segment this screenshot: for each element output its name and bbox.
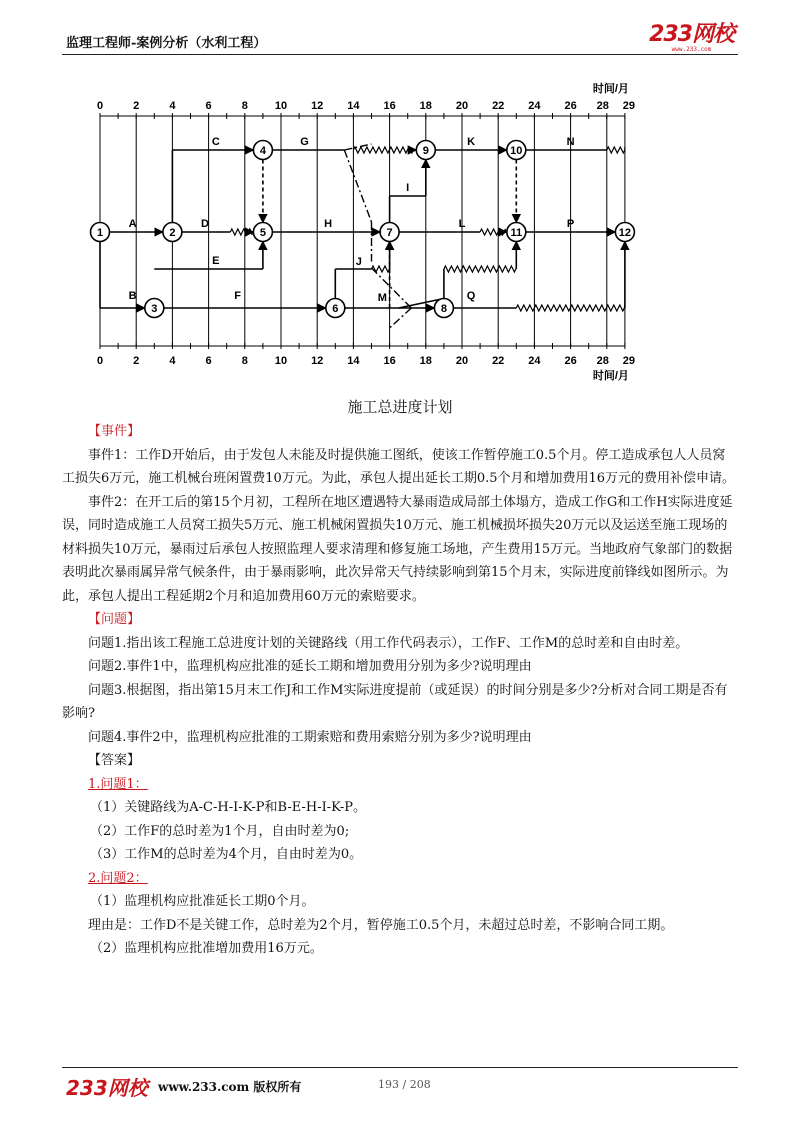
free-float [230,229,252,235]
footer-site: www.233.com 版权所有 [158,1080,302,1094]
logo-text: 233网校 [649,22,734,47]
free-float [444,266,516,272]
answer-1-line-3: （3）工作M的总时差为4个月，自由时差为0。 [90,847,363,862]
node-label: 7 [386,227,393,239]
node-4 [253,141,272,160]
activity-label-K: K [467,136,476,148]
tick-label-top: 26 [564,100,577,112]
tick-label-bottom: 14 [347,355,360,367]
time-unit-label-top: 时间/月 [592,83,629,95]
answer-2-title: 2.问题2： [88,870,148,886]
event-2: 事件2：在开工后的第15个月初，工程所在地区遭遇特大暴雨造成局部土体塌方，造成工作G和工作H实际进度延误，同时造成施工人员窝工损失5万元、施工机械闲置损失10万元、施工机械损坏损失20万元以及运送至施工现场的材料损失10万元，暴雨过后承包人按照监理人要求清理和修复施工场地，产生费用15万元。当地政府气象部门的数据表明此次暴雨属异常气候条件，由于暴雨影响，此次异常天气持续影响到第15个月末，实际进度前锋线如图所示。为此，承包人提出工程延期2个月和追加费用60万元的索赔要求。 [62,494,733,604]
network-diagram [85,78,665,383]
question-2: 问题2.事件1中，监理机构应批准的延长工期和增加费用分别为多少?说明理由 [88,659,532,674]
activity-label-G: G [300,136,309,148]
tick-label-top: 29 [622,100,636,112]
node-9 [416,141,435,160]
node-8 [434,299,453,318]
tick-label-top: 12 [311,100,324,112]
tick-label-bottom: 22 [492,355,505,367]
activity-label-L: L [458,218,466,230]
node-label: 1 [96,227,104,239]
node-1 [91,223,110,242]
free-float [607,147,625,153]
tick-label-top: 16 [383,100,396,112]
document-body [62,420,738,961]
event-heading: 【事件】 [88,424,141,439]
page-number: 193 / 208 [378,1078,431,1091]
tick-label-top: 20 [455,100,469,112]
activity-label-F: F [234,290,241,302]
question-1: 问题1.指出该工程施工总进度计划的关键路线（用工作代码表示），工作F、工作M的总时差和自由时差。 [88,635,689,651]
tick-label-bottom: 29 [622,355,636,367]
tick-label-top: 24 [528,100,541,112]
node-label: 9 [422,145,429,157]
tick-label-top: 8 [241,100,248,112]
question-heading: 【问题】 [88,612,141,627]
logo-url: www.233.com [671,46,712,53]
tick-label-bottom: 16 [383,355,396,367]
node-label: 3 [151,303,158,315]
footer-logo: 233网校 [66,1076,148,1100]
tick-label-top: 22 [492,100,505,112]
tick-label-bottom: 10 [274,355,288,367]
node-10 [507,141,526,160]
activity-label-B: B [128,290,137,302]
answer-2-line-2: （2）监理机构应批准增加费用16万元。 [90,941,323,956]
answer-1-title: 1.问题1： [88,776,148,792]
node-label: 6 [332,303,339,315]
answer-2-reason: 理由是：工作D不是关键工作，总时差为2个月，暂停施工0.5个月，未超过总时差，不影响合同工期。 [88,917,674,933]
free-float [480,229,505,235]
answer-2-line-1: （1）监理机构应批准延长工期0个月。 [90,894,315,909]
time-unit-label-bottom: 时间/月 [592,370,629,382]
node-label: 4 [259,145,266,157]
free-float [353,147,413,153]
answer-heading: 【答案】 [88,753,141,768]
node-label: 5 [259,227,266,239]
activity-label-H: H [324,218,333,230]
node-label: 2 [169,227,176,239]
activity-label-P: P [566,218,575,230]
progress-front-line [390,308,412,328]
header-title: 监理工程师-案例分析（水利工程） [66,36,267,51]
tick-label-bottom: 28 [596,355,609,367]
activity-label-M: M [377,292,387,304]
activity-label-A: A [128,218,137,230]
tick-label-bottom: 6 [205,355,212,367]
tick-label-bottom: 20 [455,355,469,367]
tick-label-top: 4 [169,100,176,112]
activity-label-I: I [406,182,410,194]
node-2 [163,223,182,242]
brand-logo [649,24,734,53]
question-4: 问题4.事件2中，监理机构应批准的工期索赔和费用索赔分别为多少?说明理由 [88,729,532,745]
node-12 [615,223,634,242]
node-label: 10 [510,145,523,157]
node-11 [507,223,526,242]
tick-label-top: 28 [596,100,609,112]
tick-label-bottom: 0 [96,355,104,367]
answer-1-line-1: （1）关键路线为A-C-H-I-K-P和B-E-H-I-K-P。 [90,800,367,815]
tick-label-top: 14 [347,100,360,112]
progress-front-line [344,150,371,222]
node-7 [380,223,399,242]
tick-label-bottom: 24 [528,355,541,367]
event-1: 事件1：工作D开始后，由于发包人未能及时提供施工图纸，使该工作暂停施工0.5个月。停工造成承包人人员窝工损失6万元，施工机械台班闲置费10万元。为此，承包人提出延长工期0.5个月和增加费用16万元的费用补偿申请。 [62,447,736,486]
tick-label-top: 0 [96,100,104,112]
footer-divider [62,1067,738,1068]
tick-label-top: 10 [274,100,288,112]
activity-label-D: D [201,218,209,230]
activity-label-Q: Q [466,290,476,302]
tick-label-bottom: 4 [169,355,176,367]
activity-label-C: C [211,136,220,148]
node-6 [326,299,345,318]
question-3: 问题3.根据图，指出第15月末工作J和工作M实际进度提前（或延误）的时间分别是多少?分析对合同工期是否有影响? [62,682,728,721]
tick-label-top: 2 [133,100,140,112]
answer-1-line-2: （2）工作F的总时差为1个月，自由时差为0; [90,823,350,839]
tick-label-bottom: 8 [241,355,248,367]
node-label: 11 [510,227,523,239]
activity-label-J: J [355,256,362,268]
diagram-caption: 施工总进度计划 [347,398,453,416]
node-label: 12 [618,227,632,239]
tick-label-bottom: 18 [419,355,432,367]
node-5 [253,223,272,242]
tick-label-bottom: 26 [564,355,577,367]
node-label: 8 [440,303,447,315]
tick-label-top: 18 [419,100,432,112]
node-3 [145,299,164,318]
activity-label-N: N [566,136,575,148]
tick-label-bottom: 12 [311,355,324,367]
tick-label-top: 6 [205,100,212,112]
tick-label-bottom: 2 [133,355,140,367]
activity-label-E: E [212,255,220,267]
header-divider [62,54,738,55]
